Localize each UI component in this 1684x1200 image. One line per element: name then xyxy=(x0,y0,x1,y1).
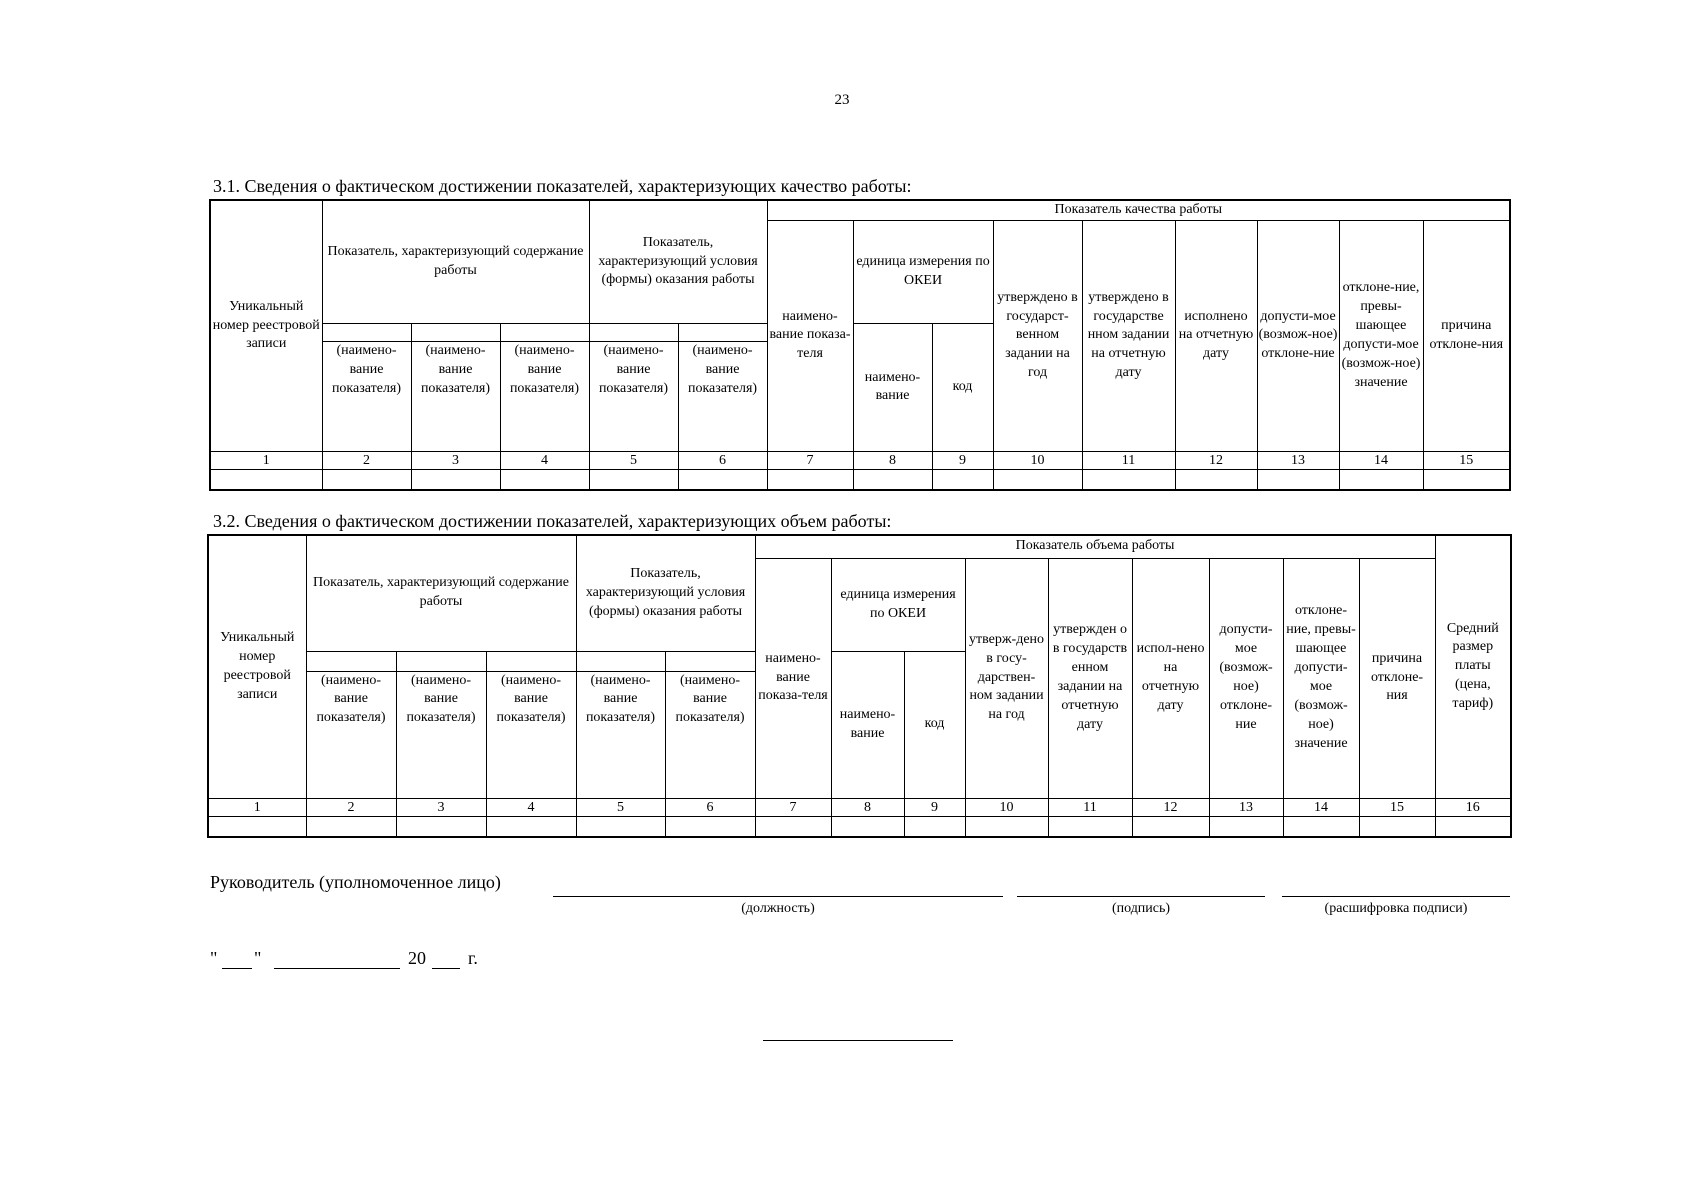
column-number: 4 xyxy=(486,798,576,816)
sub-indicator-name: (наимено-вание показателя) xyxy=(396,671,486,798)
column-number: 3 xyxy=(396,798,486,816)
signatory-label: Руководитель (уполномоченное лицо) xyxy=(210,872,501,892)
col-deviation-reason: причина отклоне-ния xyxy=(1359,558,1435,798)
empty-cell xyxy=(589,323,678,341)
section-2-title: 3.2. Сведения о фактическом достижении показателей, характеризующих объем работы: xyxy=(213,511,892,531)
col-registry-number: Уникальный номер реестровой записи xyxy=(210,200,322,451)
volume-indicator-group: Показатель объема работы xyxy=(755,535,1435,558)
empty-cell xyxy=(678,323,767,341)
data-cell[interactable] xyxy=(755,816,831,837)
col-registry-number: Уникальный номер реестровой записи xyxy=(208,535,306,798)
data-cell[interactable] xyxy=(993,469,1082,490)
data-cell[interactable] xyxy=(1082,469,1175,490)
empty-cell xyxy=(665,651,755,671)
empty-cell xyxy=(500,323,589,341)
col-okei-unit: единица измерения по ОКЕИ xyxy=(831,558,965,651)
empty-cell xyxy=(322,323,411,341)
data-cell[interactable] xyxy=(767,469,853,490)
signature-field[interactable] xyxy=(1017,896,1265,897)
column-number: 6 xyxy=(678,451,767,469)
data-cell[interactable] xyxy=(208,816,306,837)
col-approved-date: утвержден о в государств енном задании на отчетную дату xyxy=(1048,558,1132,798)
empty-cell xyxy=(411,323,500,341)
date-quote-open: " xyxy=(210,948,218,968)
data-cell[interactable] xyxy=(306,816,396,837)
sub-indicator-name: (наимено-вание показателя) xyxy=(576,671,665,798)
column-number: 7 xyxy=(755,798,831,816)
col-exceeding-deviation: отклоне-ние, превы-шающее допусти-мое (возмож-ное) значение xyxy=(1339,220,1423,451)
sub-indicator-name: (наимено-вание показателя) xyxy=(589,341,678,451)
footer-divider xyxy=(763,1040,953,1041)
year-century: 20 xyxy=(408,948,426,968)
data-cell[interactable] xyxy=(1359,816,1435,837)
data-cell[interactable] xyxy=(665,816,755,837)
month-field[interactable] xyxy=(274,968,400,969)
sub-indicator-name: (наимено-вание показателя) xyxy=(306,671,396,798)
column-number: 12 xyxy=(1175,451,1257,469)
column-number: 9 xyxy=(904,798,965,816)
column-number: 2 xyxy=(306,798,396,816)
date-quote-close: " xyxy=(254,948,262,968)
day-field[interactable] xyxy=(222,968,252,969)
col-okei-code: код xyxy=(932,323,993,451)
column-number: 11 xyxy=(1082,451,1175,469)
col-average-fee: Средний размер платы (цена, тариф) xyxy=(1435,535,1511,798)
empty-cell xyxy=(306,651,396,671)
data-cell[interactable] xyxy=(322,469,411,490)
col-approved-year: утверж-дено в госу-дарствен-ном задании на год xyxy=(965,558,1048,798)
column-number: 4 xyxy=(500,451,589,469)
column-number: 12 xyxy=(1132,798,1209,816)
empty-cell xyxy=(486,651,576,671)
page-number: 23 xyxy=(834,92,850,108)
column-number: 15 xyxy=(1359,798,1435,816)
column-number: 3 xyxy=(411,451,500,469)
col-allowed-deviation: допусти-мое (возмож-ное) отклоне-ние xyxy=(1257,220,1339,451)
column-number: 14 xyxy=(1283,798,1359,816)
data-cell[interactable] xyxy=(1175,469,1257,490)
col-content-indicator-group: Показатель, характеризующий содержание работы xyxy=(322,200,589,323)
column-number: 14 xyxy=(1339,451,1423,469)
data-cell[interactable] xyxy=(576,816,665,837)
data-cell[interactable] xyxy=(678,469,767,490)
column-number: 6 xyxy=(665,798,755,816)
data-cell[interactable] xyxy=(486,816,576,837)
column-number: 7 xyxy=(767,451,853,469)
data-cell[interactable] xyxy=(1339,469,1423,490)
data-cell[interactable] xyxy=(500,469,589,490)
data-cell[interactable] xyxy=(411,469,500,490)
data-cell[interactable] xyxy=(831,816,904,837)
signature-decoding-caption: (расшифровка подписи) xyxy=(1324,901,1468,916)
col-allowed-deviation: допусти-мое (возмож-ное) отклоне-ние xyxy=(1209,558,1283,798)
column-number: 13 xyxy=(1257,451,1339,469)
data-cell[interactable] xyxy=(210,469,322,490)
column-number: 1 xyxy=(208,798,306,816)
empty-cell xyxy=(576,651,665,671)
column-number: 9 xyxy=(932,451,993,469)
signature-decoding-field[interactable] xyxy=(1282,896,1510,897)
sub-indicator-name: (наимено-вание показателя) xyxy=(500,341,589,451)
quality-indicator-group: Показатель качества работы xyxy=(767,200,1510,220)
data-cell[interactable] xyxy=(1435,816,1511,837)
volume-indicators-table xyxy=(207,534,1512,838)
sub-indicator-name: (наимено-вание показателя) xyxy=(322,341,411,451)
col-approved-date: утверждено в государстве нном задании на отчетную дату xyxy=(1082,220,1175,451)
column-number: 1 xyxy=(210,451,322,469)
data-cell[interactable] xyxy=(1423,469,1510,490)
column-number: 16 xyxy=(1435,798,1511,816)
column-number: 5 xyxy=(589,451,678,469)
data-cell[interactable] xyxy=(1209,816,1283,837)
signature-caption: (подпись) xyxy=(1111,901,1171,916)
position-caption: (должность) xyxy=(741,901,815,916)
col-okei-name: наимено-вание xyxy=(853,323,932,451)
column-number: 8 xyxy=(831,798,904,816)
data-cell[interactable] xyxy=(932,469,993,490)
data-cell[interactable] xyxy=(1048,816,1132,837)
col-okei-code: код xyxy=(904,651,965,798)
col-approved-year: утверждено в государст-венном задании на год xyxy=(993,220,1082,451)
col-indicator-name: наимено-вание показа-теля xyxy=(755,558,831,798)
sub-indicator-name: (наимено-вание показателя) xyxy=(665,671,755,798)
sub-indicator-name: (наимено-вание показателя) xyxy=(486,671,576,798)
col-conditions-indicator-group: Показатель, характеризующий условия (формы) оказания работы xyxy=(576,535,755,651)
data-cell[interactable] xyxy=(965,816,1048,837)
col-done: исполнено на отчетную дату xyxy=(1175,220,1257,451)
sub-indicator-name: (наимено-вание показателя) xyxy=(678,341,767,451)
data-cell[interactable] xyxy=(396,816,486,837)
column-number: 5 xyxy=(576,798,665,816)
column-number: 10 xyxy=(965,798,1048,816)
empty-cell xyxy=(396,651,486,671)
section-1-title: 3.1. Сведения о фактическом достижении показателей, характеризующих качество работы: xyxy=(213,176,912,196)
year-suffix: г. xyxy=(468,948,478,968)
data-cell[interactable] xyxy=(853,469,932,490)
col-done: испол-нено на отчетную дату xyxy=(1132,558,1209,798)
quality-indicators-table xyxy=(209,199,1511,491)
col-okei-unit: единица измерения по ОКЕИ xyxy=(853,220,993,323)
column-number: 15 xyxy=(1423,451,1510,469)
column-number: 8 xyxy=(853,451,932,469)
col-deviation-reason: причина отклоне-ния xyxy=(1423,220,1510,451)
col-okei-name: наимено-вание xyxy=(831,651,904,798)
position-field[interactable] xyxy=(553,896,1003,897)
data-cell[interactable] xyxy=(1132,816,1209,837)
column-number: 10 xyxy=(993,451,1082,469)
data-cell[interactable] xyxy=(904,816,965,837)
year-field[interactable] xyxy=(432,968,460,969)
data-cell[interactable] xyxy=(1257,469,1339,490)
col-conditions-indicator-group: Показатель, характеризующий условия (формы) оказания работы xyxy=(589,200,767,323)
column-number: 2 xyxy=(322,451,411,469)
data-cell[interactable] xyxy=(1283,816,1359,837)
col-exceeding-deviation: отклоне-ние, превы-шающее допусти-мое (возмож-ное) значение xyxy=(1283,558,1359,798)
sub-indicator-name: (наимено-вание показателя) xyxy=(411,341,500,451)
col-indicator-name: наимено-вание показа-теля xyxy=(767,220,853,451)
column-number: 11 xyxy=(1048,798,1132,816)
col-content-indicator-group: Показатель, характеризующий содержание работы xyxy=(306,535,576,651)
column-number: 13 xyxy=(1209,798,1283,816)
data-cell[interactable] xyxy=(589,469,678,490)
